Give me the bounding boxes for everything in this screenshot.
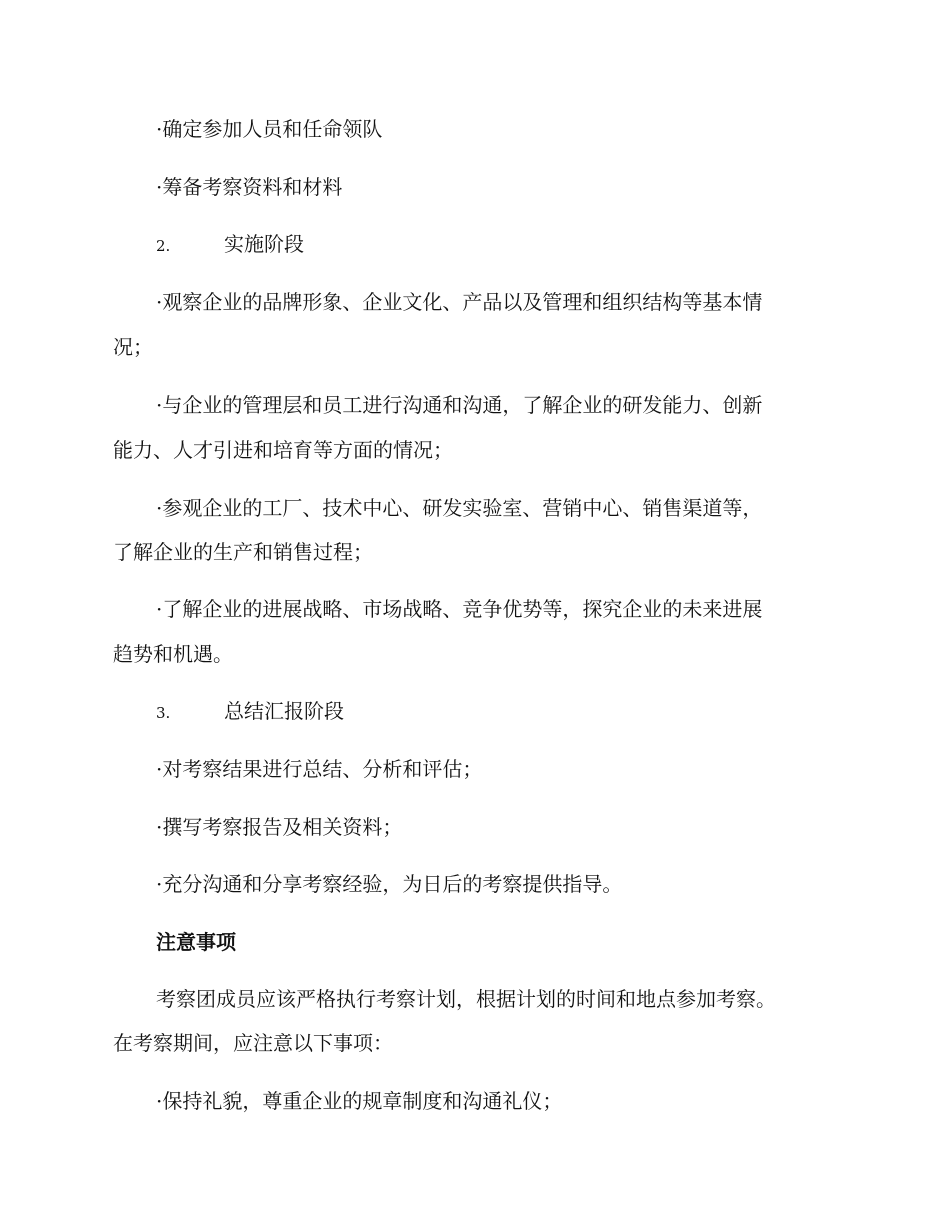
phase-2-item-continuation: 趋势和机遇。 xyxy=(113,642,233,666)
phase-2-heading xyxy=(156,231,304,259)
phase-2-item-continuation: 况； xyxy=(113,335,153,359)
phase-3-heading xyxy=(156,698,344,726)
phase-3-item: ·撰写考察报告及相关资料； xyxy=(156,815,403,839)
notes-paragraph-line: 考察团成员应该严格执行考察计划，根据计划的时间和地点参加考察。 xyxy=(156,987,776,1011)
phase-2-item-line: ·参观企业的工厂、技术中心、研发实验室、营销中心、销售渠道等， xyxy=(156,496,763,520)
phase-2-number: 2. xyxy=(156,237,171,255)
prep-item: ·确定参加人员和任命领队 xyxy=(156,117,383,141)
notes-paragraph-continuation: 在考察期间，应注意以下事项： xyxy=(113,1031,393,1055)
phase-2-item-continuation: 能力、人才引进和培育等方面的情况； xyxy=(113,438,453,462)
notes-item: ·保持礼貌，尊重企业的规章制度和沟通礼仪； xyxy=(156,1089,563,1113)
notes-heading: 注意事项 xyxy=(156,930,236,954)
phase-2-item-line: ·观察企业的品牌形象、企业文化、产品以及管理和组织结构等基本情 xyxy=(156,290,763,314)
phase-2-item-line: ·了解企业的进展战略、市场战略、竞争优势等，探究企业的未来进展 xyxy=(156,597,763,621)
phase-2-item-continuation: 了解企业的生产和销售过程； xyxy=(113,540,373,564)
prep-item: ·筹备考察资料和材料 xyxy=(156,175,343,199)
phase-3-title: 总结汇报阶段 xyxy=(224,699,344,723)
phase-3-item: ·对考察结果进行总结、分析和评估； xyxy=(156,757,483,781)
phase-2-item-line: ·与企业的管理层和员工进行沟通和沟通，了解企业的研发能力、创新 xyxy=(156,393,763,417)
phase-3-number: 3. xyxy=(156,704,171,722)
phase-2-title: 实施阶段 xyxy=(224,232,304,256)
phase-3-item: ·充分沟通和分享考察经验，为日后的考察提供指导。 xyxy=(156,872,623,896)
